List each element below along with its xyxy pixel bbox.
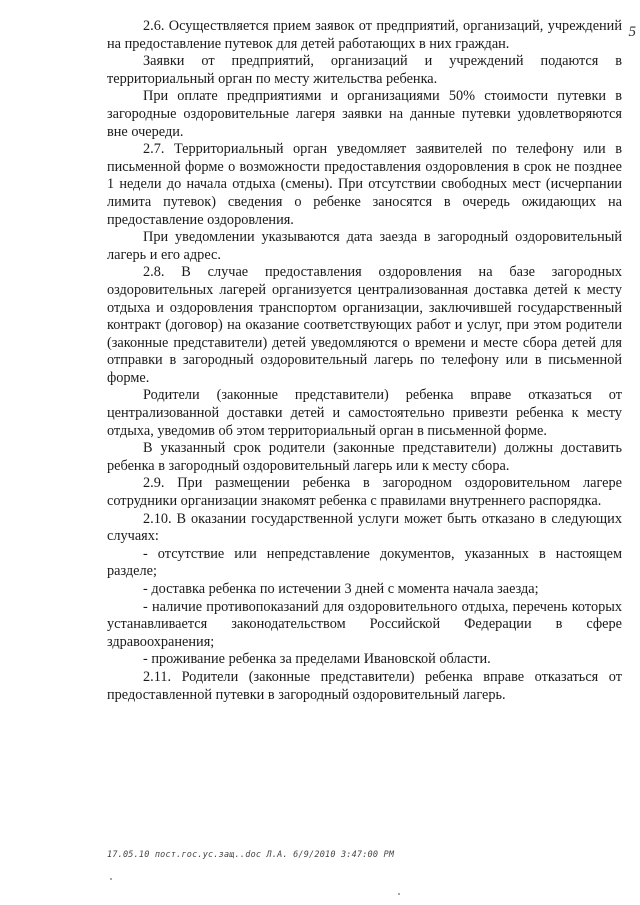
paragraph-2-10: 2.10. В оказании государственной услуги может быть отказано в следующих случаях:: [107, 510, 622, 545]
paragraph-notification: При уведомлении указываются дата заезда в загородный оздоровительный лагерь и его адрес.: [107, 229, 622, 263]
footer-file-info: 17.05.10 пост.гос.ус.защ..doc Л.А. 6/9/2010 3:47:00 PM: [107, 850, 395, 860]
paragraph-2-9: 2.9. При размещении ребенка в загородном оздоровительном лагере сотрудники организации знакомят ребенка с правилами внутреннего распорядка.: [107, 475, 622, 510]
paragraph-priority: При оплате предприятиями и организациями 50% стоимости путевки в загородные оздоровительные лагеря заявки на данные путевки удовлетворяются вне очереди.: [107, 88, 622, 140]
scan-speck: [398, 893, 400, 895]
paragraph-2-8: 2.8. В случае предоставления оздоровления на базе загородных оздоровительных лагерей организуется централизованная доставка детей к месту отдыха и оздоровления транспортом организации, заключившей государственный контракт (договор) на оказание соответствующих работ и услуг, при этом родители (законные представители) детей уведомляются о времени и месте сбора детей для отправки в загородный оздоровительный лагерь по телефону или в письменной форме.: [107, 264, 622, 386]
list-item-contraindications: - наличие противопоказаний для оздоровительного отдыха, перечень которых устанавливается законодательством Российской Федерации в сфере здравоохранения;: [107, 598, 622, 650]
document-body: [107, 18, 622, 704]
paragraph-applications: Заявки от предприятий, организаций и учреждений подаются в территориальный орган по месту жительства ребенка.: [107, 53, 622, 87]
list-item-late-delivery: - доставка ребенка по истечении 3 дней с момента начала заезда;: [143, 581, 539, 597]
list-item-residence: - проживание ребенка за пределами Ивановской области.: [143, 651, 491, 668]
scan-speck: [110, 878, 112, 880]
paragraph-2-7: 2.7. Территориальный орган уведомляет заявителей по телефону или в письменной форме о возможности предоставления оздоровления в срок не позднее 1 недели до начала отдыха (смены). При отсутствии свободных мест (исчерпании лимита путевок) сведения о ребенке заносятся в очередь ожидающих на предоставление оздоровления.: [107, 141, 622, 228]
paragraph-2-11: 2.11. Родители (законные представители) ребенка вправе отказаться от предоставленной путевки в загородный оздоровительный лагерь.: [107, 668, 622, 703]
paragraph-deliver-child: В указанный срок родители (законные представители) должны доставить ребенка в загородный оздоровительный лагерь или к месту сбора.: [107, 440, 622, 474]
paragraph-refuse-delivery: Родители (законные представители) ребенка вправе отказаться от централизованной доставки детей и самостоятельно привезти ребенка к месту отдыха, уведомив об этом территориальный орган в письменной форме.: [107, 387, 622, 439]
page-number: 5: [628, 24, 636, 40]
list-item-documents: - отсутствие или непредставление документов, указанных в настоящем разделе;: [107, 545, 622, 580]
paragraph-2-6: 2.6. Осуществляется прием заявок от предприятий, организаций, учреждений на предоставление путевок для детей работающих в них граждан.: [107, 18, 622, 52]
